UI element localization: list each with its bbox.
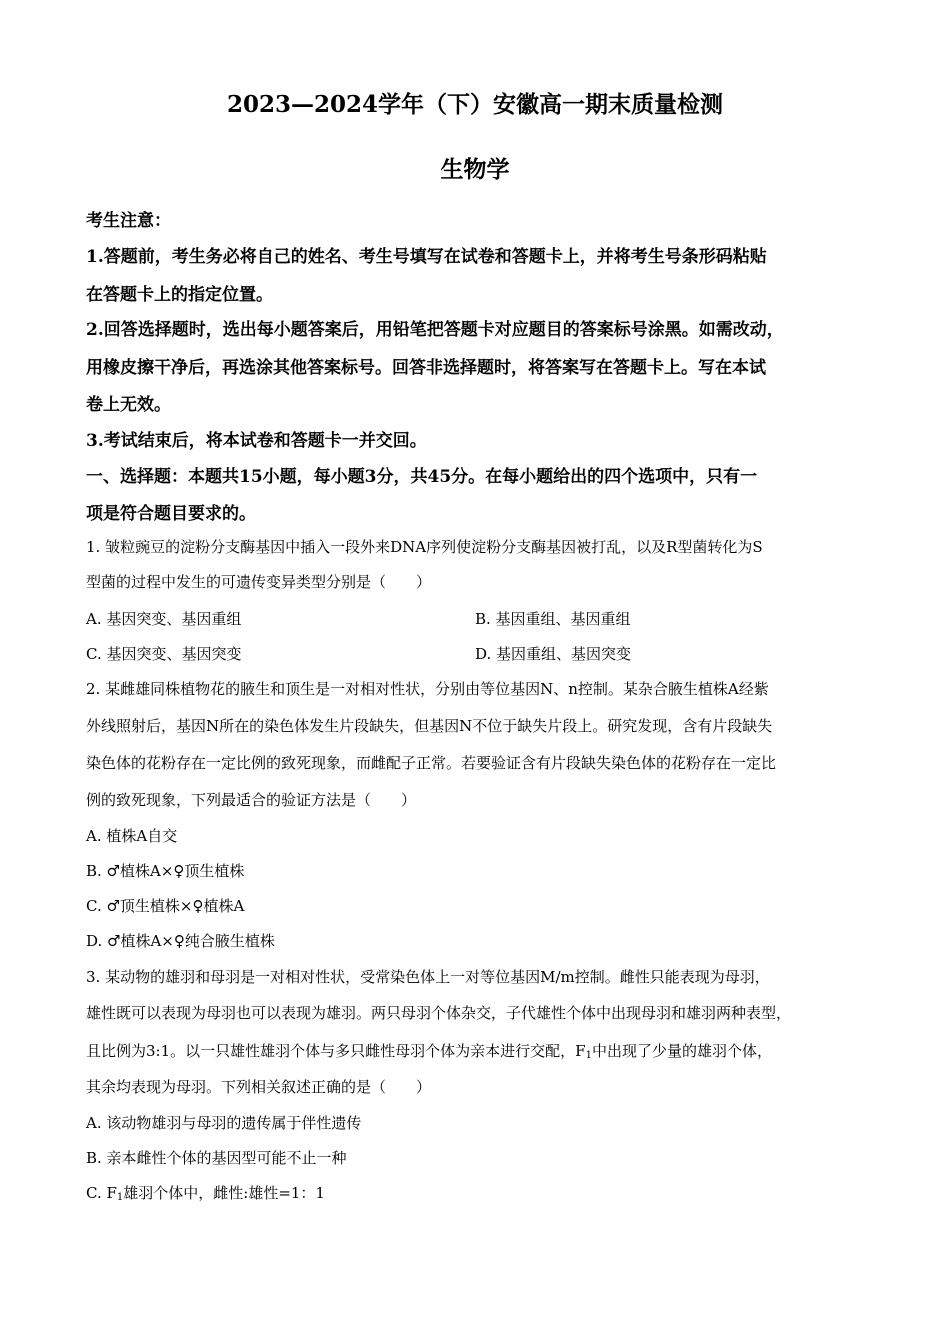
section-heading: 项是符合题目要求的。: [86, 504, 256, 524]
question-3-stem: 其余均表现为母羽。下列相关叙述正确的是（ ）: [86, 1078, 432, 1096]
question-1-option-c: C. 基因突变、基因突变: [86, 645, 242, 663]
question-1-option-b: B. 基因重组、基因重组: [475, 610, 631, 628]
question-2-option-a: A. 植株A自交: [86, 827, 178, 845]
question-3-stem-part: 中出现了少量的雄羽个体，: [591, 1042, 772, 1060]
question-2-option-c: C. ♂顶生植株×♀植株A: [86, 897, 245, 915]
question-3-stem: 3. 某动物的雄羽和母羽是一对相对性状，受常染色体上一对等位基因M/m控制。雌性只能表现为母羽，: [86, 968, 770, 986]
notice-line: 2.回答选择题时，选出每小题答案后，用铅笔把答题卡对应题目的答案标号涂黑。如需改动，: [86, 320, 784, 340]
section-heading: 一、选择题：本题共15小题，每小题3分，共45分。在每小题给出的四个选项中，只有一: [86, 467, 758, 487]
question-2-option-b: B. ♂植株A×♀顶生植株: [86, 862, 245, 880]
question-2-stem: 外线照射后，基因N所在的染色体发生片段缺失，但基因N不位于缺失片段上。研究发现，含有片段缺失: [86, 717, 773, 735]
question-3-option-a: A. 该动物雄羽与母羽的遗传属于伴性遗传: [86, 1114, 362, 1132]
question-1-option-a: A. 基因突变、基因重组: [86, 610, 242, 628]
notice-line: 1.答题前，考生务必将自己的姓名、考生号填写在试卷和答题卡上，并将考生号条形码粘贴: [86, 247, 767, 267]
exam-title: 2023—2024学年（下）安徽高一期末质量检测: [226, 91, 724, 118]
f1-label: $F_1$: [575, 1042, 592, 1061]
question-1-option-d: D. 基因重组、基因突变: [475, 645, 632, 663]
question-1-stem: 型菌的过程中发生的可遗传变异类型分别是（ ）: [86, 573, 432, 591]
notice-line: 3.考试结束后，将本试卷和答题卡一并交回。: [86, 431, 427, 451]
question-3-stem: 雄性既可以表现为母羽也可以表现为雄羽。两只母羽个体杂交，子代雄性个体中出现母羽和雄羽两种表型，: [86, 1004, 792, 1022]
question-3-stem-part: 且比例为3:1。以一只雄性雄羽个体与多只雌性母羽个体为亲本进行交配，: [86, 1042, 576, 1060]
question-3-option-b: B. 亲本雌性个体的基因型可能不止一种: [86, 1149, 347, 1167]
question-3-option-c: C. $F_1$雄羽个体中，雌性:雄性=1：1: [86, 1184, 325, 1203]
notice-line: 卷上无效。: [86, 395, 171, 415]
notice-line: 在答题卡上的指定位置。: [86, 285, 273, 305]
question-2-stem: 例的致死现象，下列最适合的验证方法是（ ）: [86, 791, 417, 809]
question-2-stem: 2. 某雌雄同株植物花的腋生和顶生是一对相对性状，分别由等位基因N、n控制。某杂合腋生植株A经紫: [86, 680, 769, 698]
question-2-option-d: D. ♂植株A×♀纯合腋生植株: [86, 932, 275, 950]
question-2-stem: 染色体的花粉存在一定比例的致死现象，而雌配子正常。若要验证含有片段缺失染色体的花粉存在一定比: [86, 754, 777, 772]
notice-line: 用橡皮擦干净后，再选涂其他答案标号。回答非选择题时，将答案写在答题卡上。写在本试: [86, 358, 766, 378]
subject-title: 生物学: [440, 156, 510, 183]
question-1-stem: 1. 皱粒豌豆的淀粉分支酶基因中插入一段外来DNA序列使淀粉分支酶基因被打乱，以及R型菌转化为S: [86, 538, 763, 556]
notice-heading: 考生注意：: [86, 211, 171, 231]
question-3-stem: [86, 1040, 772, 1061]
